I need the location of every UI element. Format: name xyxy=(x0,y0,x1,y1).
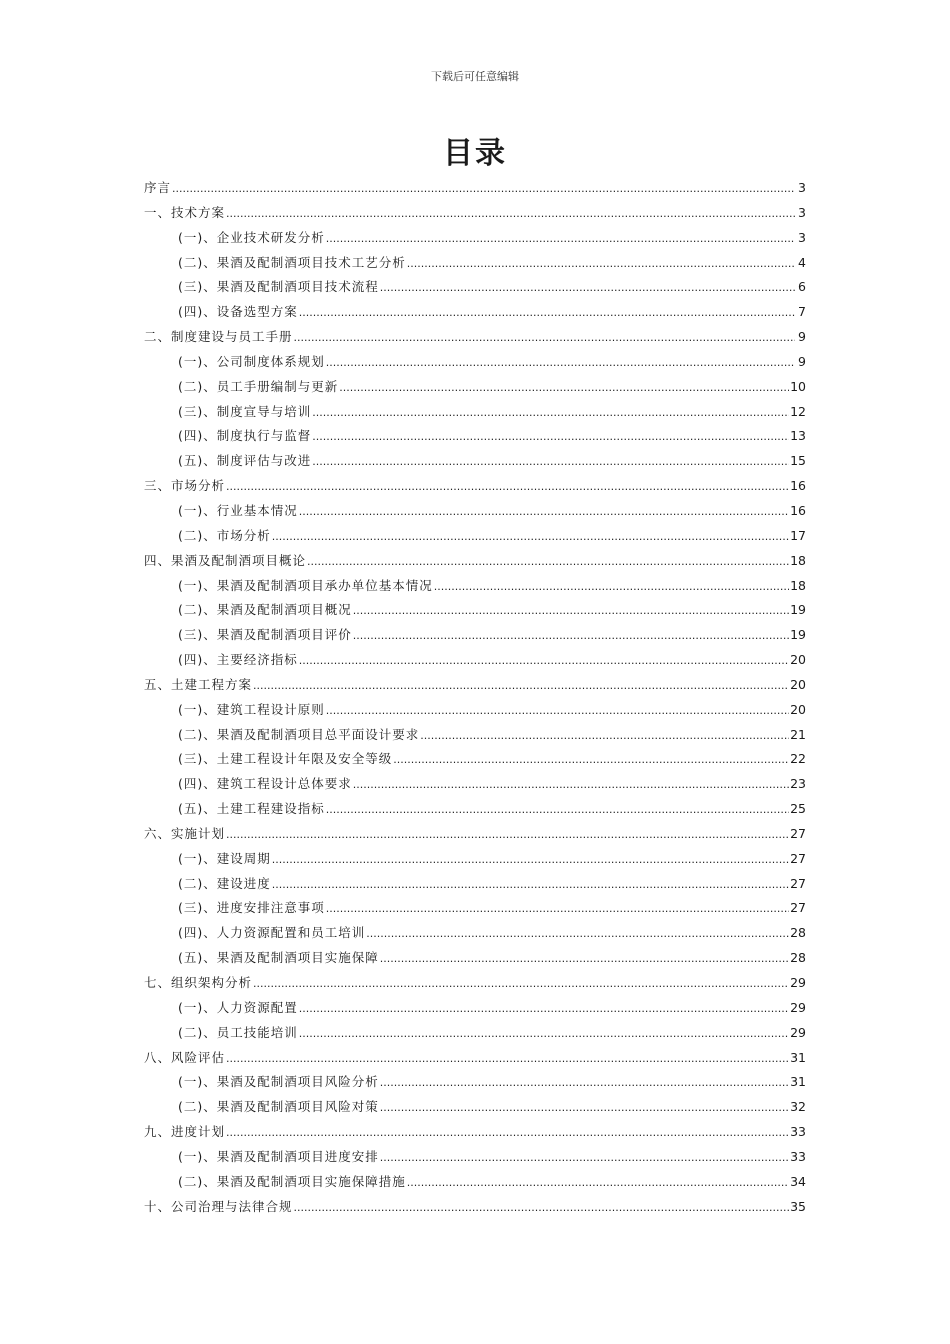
toc-entry-page: 9 xyxy=(798,329,806,345)
toc-dot-leader xyxy=(420,723,789,749)
toc-dot-leader xyxy=(380,1095,789,1121)
toc-dot-leader xyxy=(312,424,789,450)
toc-entry-page: 4 xyxy=(798,254,806,270)
toc-entry[interactable] xyxy=(144,797,806,822)
toc-entry[interactable] xyxy=(144,648,806,673)
toc-entry-page: 27 xyxy=(790,875,806,891)
toc-dot-leader xyxy=(353,598,789,624)
toc-entry-page: 19 xyxy=(790,627,806,643)
toc-entry-page: 23 xyxy=(790,776,806,792)
toc-entry[interactable] xyxy=(144,896,806,921)
toc-entry-label: 二、制度建设与员工手册 xyxy=(144,329,293,345)
toc-entry-page: 17 xyxy=(790,527,806,543)
toc-entry-label: (四)、人力资源配置和员工培训 xyxy=(178,925,366,941)
toc-dot-leader xyxy=(172,176,795,202)
toc-dot-leader xyxy=(272,524,789,550)
toc-entry-label: (一)、建设周期 xyxy=(178,850,271,866)
toc-dot-leader xyxy=(294,325,795,351)
toc-dot-leader xyxy=(226,201,795,227)
toc-entry-label: (一)、行业基本情况 xyxy=(178,502,298,518)
toc-entry-label: 八、风险评估 xyxy=(144,1049,226,1065)
toc-entry-label: (一)、果酒及配制酒项目风险分析 xyxy=(178,1074,379,1090)
toc-entry[interactable] xyxy=(144,375,806,400)
toc-entry-page: 31 xyxy=(790,1074,806,1090)
toc-dot-leader xyxy=(226,1046,789,1072)
toc-entry-page: 13 xyxy=(790,428,806,444)
toc-dot-leader xyxy=(380,1145,789,1171)
toc-entry[interactable] xyxy=(144,872,806,897)
toc-entry-page: 32 xyxy=(790,1099,806,1115)
toc-dot-leader xyxy=(393,747,789,773)
toc-entry-page: 3 xyxy=(798,229,806,245)
toc-entry-label: 九、进度计划 xyxy=(144,1124,226,1140)
toc-entry[interactable] xyxy=(144,1070,806,1095)
toc-entry-page: 25 xyxy=(790,801,806,817)
toc-entry[interactable] xyxy=(144,499,806,524)
toc-entry[interactable] xyxy=(144,1095,806,1120)
toc-entry-page: 20 xyxy=(790,701,806,717)
toc-entry[interactable] xyxy=(144,723,806,748)
toc-entry-label: (二)、果酒及配制酒项目实施保障措施 xyxy=(178,1173,406,1189)
toc-entry[interactable] xyxy=(144,598,806,623)
toc-dot-leader xyxy=(299,996,789,1022)
toc-entry[interactable] xyxy=(144,201,806,226)
toc-entry-label: (一)、建筑工程设计原则 xyxy=(178,701,325,717)
toc-entry-page: 22 xyxy=(790,751,806,767)
toc-entry-label: (一)、公司制度体系规划 xyxy=(178,353,325,369)
toc-entry-page: 29 xyxy=(790,975,806,990)
toc-entry-label: (一)、人力资源配置 xyxy=(178,999,298,1015)
toc-entry[interactable] xyxy=(144,921,806,946)
toc-entry-page: 33 xyxy=(790,1148,806,1164)
toc-entry-page: 7 xyxy=(798,304,806,320)
toc-dot-leader xyxy=(226,474,789,500)
toc-entry[interactable] xyxy=(144,698,806,723)
toc-dot-leader xyxy=(299,1021,789,1047)
toc-dot-leader xyxy=(339,375,789,401)
toc-entry[interactable] xyxy=(144,847,806,872)
toc-entry[interactable] xyxy=(144,300,806,325)
toc-entry-label: (二)、果酒及配制酒项目概况 xyxy=(178,602,352,618)
toc-entry[interactable] xyxy=(144,474,806,499)
toc-dot-leader xyxy=(326,226,795,252)
toc-dot-leader xyxy=(226,1120,789,1146)
toc-entry[interactable] xyxy=(144,1046,806,1071)
toc-entry[interactable] xyxy=(144,747,806,772)
toc-dot-leader xyxy=(299,300,795,326)
toc-entry-page: 15 xyxy=(790,453,806,469)
toc-entry-page: 20 xyxy=(790,652,806,668)
toc-dot-leader xyxy=(272,872,789,898)
toc-entry-page: 31 xyxy=(790,1049,806,1065)
toc-dot-leader xyxy=(326,350,795,376)
toc-dot-leader xyxy=(366,921,789,947)
toc-dot-leader xyxy=(307,549,789,575)
toc-entry[interactable] xyxy=(144,449,806,474)
toc-entry-label: (五)、土建工程建设指标 xyxy=(178,801,325,817)
toc-entry[interactable] xyxy=(144,574,806,599)
header-note: 下载后可任意编辑 xyxy=(431,70,519,83)
toc-entry-label: (二)、员工技能培训 xyxy=(178,1024,298,1040)
toc-entry[interactable] xyxy=(144,549,806,574)
toc-entry[interactable] xyxy=(144,424,806,449)
toc-entry[interactable] xyxy=(144,946,806,971)
toc-entry-page: 16 xyxy=(790,478,806,494)
toc-entry[interactable] xyxy=(144,673,806,698)
toc-entry-page: 27 xyxy=(790,825,806,841)
toc-entry-label: (一)、果酒及配制酒项目进度安排 xyxy=(178,1148,379,1164)
toc-entry-label: (二)、果酒及配制酒项目风险对策 xyxy=(178,1099,379,1115)
toc-entry[interactable] xyxy=(144,623,806,648)
toc-dot-leader xyxy=(272,847,789,873)
toc-dot-leader xyxy=(353,772,789,798)
toc-dot-leader xyxy=(299,648,789,674)
toc-dot-leader xyxy=(380,275,795,301)
toc-dot-leader xyxy=(312,449,789,475)
toc-dot-leader xyxy=(326,797,789,823)
toc-entry[interactable] xyxy=(144,772,806,797)
toc-dot-leader xyxy=(380,1070,789,1096)
toc-dot-leader xyxy=(299,499,789,525)
toc-entry-page: 10 xyxy=(790,378,806,394)
toc-entry[interactable] xyxy=(144,1195,806,1220)
toc-entry[interactable] xyxy=(144,251,806,276)
toc-entry-page: 34 xyxy=(790,1173,806,1189)
toc-dot-leader xyxy=(312,400,789,426)
toc-entry-page: 29 xyxy=(790,1024,806,1040)
toc-entry[interactable] xyxy=(144,822,806,847)
toc-entry-page: 27 xyxy=(790,850,806,866)
table-of-contents xyxy=(144,176,806,1219)
toc-entry-label: 一、技术方案 xyxy=(144,204,226,220)
toc-dot-leader xyxy=(326,698,789,724)
toc-dot-leader xyxy=(407,251,795,277)
toc-entry-label: 七、组织架构分析 xyxy=(144,975,253,990)
toc-entry-page: 3 xyxy=(798,180,806,195)
toc-entry-label: (四)、制度执行与监督 xyxy=(178,428,312,444)
toc-entry[interactable] xyxy=(144,524,806,549)
toc-entry-label: (二)、员工手册编制与更新 xyxy=(178,378,339,394)
toc-entry[interactable] xyxy=(144,996,806,1021)
toc-entry-label: (三)、制度宣导与培训 xyxy=(178,403,312,419)
toc-entry[interactable] xyxy=(144,1145,806,1170)
toc-entry-page: 12 xyxy=(790,403,806,419)
toc-entry[interactable] xyxy=(144,325,806,350)
toc-dot-leader xyxy=(434,574,789,600)
toc-entry-page: 20 xyxy=(790,676,806,692)
toc-entry-label: (五)、果酒及配制酒项目实施保障 xyxy=(178,950,379,966)
toc-entry[interactable] xyxy=(144,176,806,201)
toc-entry-label: (三)、土建工程设计年限及安全等级 xyxy=(178,751,393,767)
toc-entry-label: 十、公司治理与法律合规 xyxy=(144,1198,293,1214)
toc-entry-page: 18 xyxy=(790,552,806,568)
toc-entry-label: (四)、设备选型方案 xyxy=(178,304,298,320)
toc-entry-label: (二)、市场分析 xyxy=(178,527,271,543)
toc-entry[interactable] xyxy=(144,971,806,996)
toc-entry-page: 9 xyxy=(798,353,806,369)
toc-dot-leader xyxy=(407,1170,789,1196)
toc-entry-page: 19 xyxy=(790,602,806,618)
toc-entry-label: (五)、制度评估与改进 xyxy=(178,453,312,469)
toc-entry-label: 六、实施计划 xyxy=(144,825,226,841)
toc-entry-label: 三、市场分析 xyxy=(144,478,226,494)
toc-entry-label: 五、土建工程方案 xyxy=(144,676,253,692)
toc-entry-label: (二)、果酒及配制酒项目技术工艺分析 xyxy=(178,254,406,270)
toc-entry[interactable] xyxy=(144,400,806,425)
toc-entry[interactable] xyxy=(144,350,806,375)
toc-entry-page: 3 xyxy=(798,204,806,220)
toc-dot-leader xyxy=(253,971,789,997)
toc-entry-label: (二)、果酒及配制酒项目总平面设计要求 xyxy=(178,726,420,742)
toc-entry-page: 18 xyxy=(790,577,806,593)
toc-entry-label: (一)、企业技术研发分析 xyxy=(178,229,325,245)
toc-entry-label: (四)、建筑工程设计总体要求 xyxy=(178,776,352,792)
toc-entry-label: 四、果酒及配制酒项目概论 xyxy=(144,552,307,568)
toc-entry-page: 33 xyxy=(790,1124,806,1140)
toc-entry-page: 16 xyxy=(790,502,806,518)
toc-entry-label: (三)、果酒及配制酒项目技术流程 xyxy=(178,279,379,295)
toc-entry[interactable] xyxy=(144,1170,806,1195)
toc-entry-page: 28 xyxy=(790,950,806,966)
toc-entry-page: 29 xyxy=(790,999,806,1015)
toc-entry-label: (三)、进度安排注意事项 xyxy=(178,900,325,916)
toc-entry-label: (四)、主要经济指标 xyxy=(178,652,298,668)
toc-entry-page: 21 xyxy=(790,726,806,742)
toc-dot-leader xyxy=(380,946,789,972)
toc-dot-leader xyxy=(294,1195,790,1221)
toc-entry-page: 28 xyxy=(790,925,806,941)
toc-entry-label: 序言 xyxy=(144,180,172,195)
toc-entry-label: (三)、果酒及配制酒项目评价 xyxy=(178,627,352,643)
toc-dot-leader xyxy=(226,822,789,848)
toc-entry[interactable] xyxy=(144,226,806,251)
toc-entry-page: 6 xyxy=(798,279,806,295)
toc-entry-label: (一)、果酒及配制酒项目承办单位基本情况 xyxy=(178,577,433,593)
page-title: 目录 xyxy=(443,136,507,171)
toc-entry-label: (二)、建设进度 xyxy=(178,875,271,891)
toc-entry[interactable] xyxy=(144,275,806,300)
toc-entry[interactable] xyxy=(144,1021,806,1046)
toc-entry-page: 35 xyxy=(790,1198,806,1214)
toc-dot-leader xyxy=(326,896,789,922)
toc-dot-leader xyxy=(253,673,789,699)
toc-entry-page: 27 xyxy=(790,900,806,916)
toc-dot-leader xyxy=(353,623,789,649)
toc-entry[interactable] xyxy=(144,1120,806,1145)
